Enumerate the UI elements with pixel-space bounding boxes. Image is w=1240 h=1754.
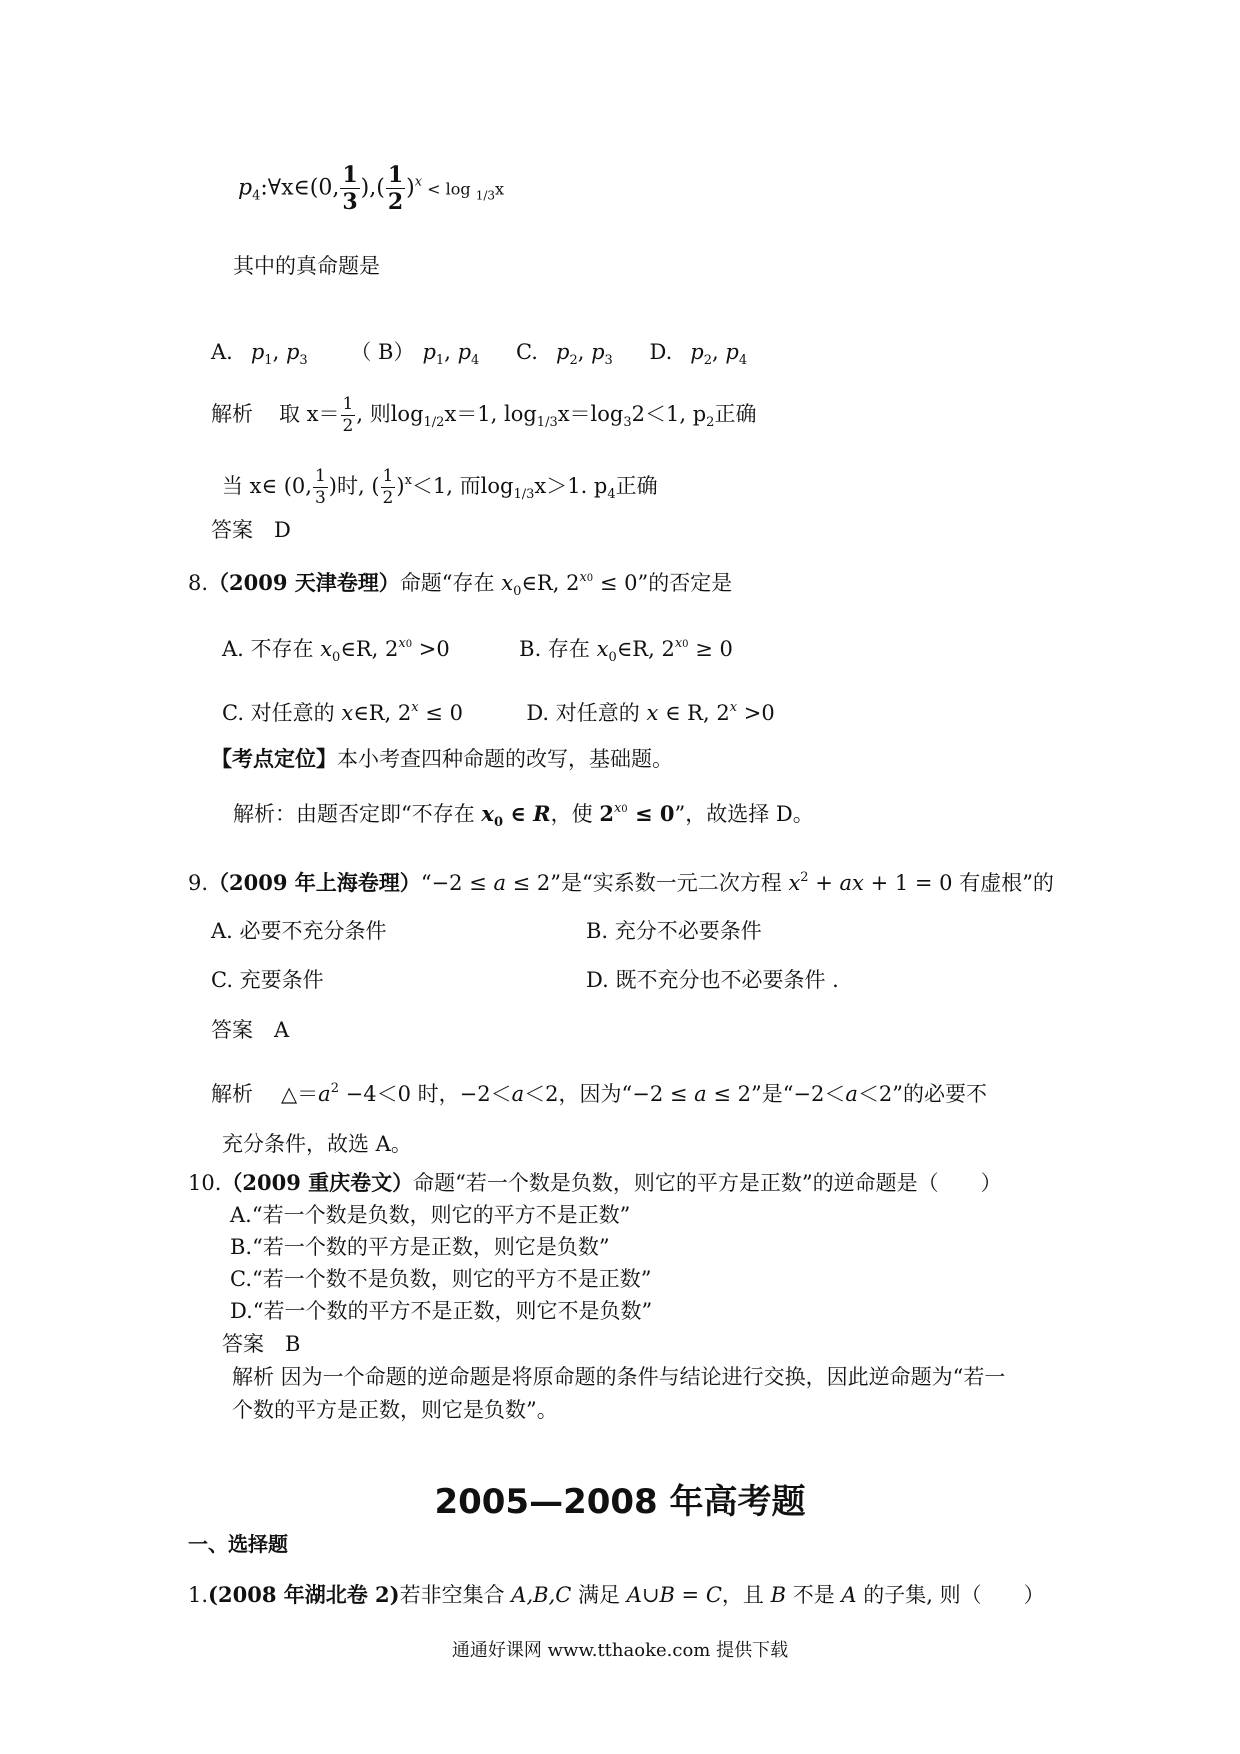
section-title: 2005—2008 年高考题 — [434, 1482, 806, 1522]
p4-compare: < log — [422, 179, 476, 199]
p-symbol: p — [238, 175, 253, 201]
q8-knowledge-point: 【考点定位】本小考查四种命题的改写，基础题。 — [211, 746, 673, 771]
q10-option-c: C.“若一个数不是负数，则它的平方不是正数” — [230, 1267, 652, 1291]
q7-option-a-label: A. — [211, 340, 233, 364]
p4-log-base: 1/3 — [475, 188, 496, 203]
q7-option-d-label: D. — [649, 340, 673, 364]
q8-option-d: D. 对任意的 x ∈ R, $2^x >0$ — [526, 700, 775, 725]
fraction-one-half: $\frac{1}{2}$ — [382, 466, 394, 508]
q7-option-b-label: （ B） — [350, 340, 415, 364]
q9-answer: 答案 A — [211, 1018, 290, 1042]
q10-option-b: B.“若一个数的平方是正数，则它是负数” — [230, 1235, 610, 1259]
fraction-one-half: $\frac{1}{2}$ — [342, 394, 354, 436]
q7-options: A. $p_1$, $p_3$ （ B） $p_1$, $p_4$ C. $p_2$, $p_3$ D. $p_2$, $p_4$ — [211, 340, 748, 368]
q8-stem: 8.（2009 天津卷理）命题“存在 $x_0\in R$, $2^{x0} \le 0$”的否定是 — [188, 570, 733, 599]
q8-source: （2009 天津卷理） — [208, 570, 400, 595]
q9-option-d: D. 既不充分也不必要条件 . — [586, 968, 839, 992]
p4-prefix: :∀x∈(0, — [260, 175, 340, 201]
q7-stem: 其中的真命题是 — [233, 254, 380, 278]
q10-option-d: D.“若一个数的平方不是正数，则它不是负数” — [230, 1299, 653, 1323]
q10-option-a: A.“若一个数是负数，则它的平方不是正数” — [230, 1203, 631, 1227]
q10-solution-line2: 个数的平方是正数，则它是负数”。 — [232, 1398, 558, 1422]
q10-source: （2009 重庆卷文） — [221, 1170, 414, 1195]
p4-exponent: x — [414, 174, 423, 190]
q7-option-c-label: C. — [515, 340, 538, 364]
q10-answer: 答案 B — [222, 1332, 301, 1356]
q8-option-c: C. 对任意的 x∈R, $2^x \le 0$ — [222, 700, 463, 725]
subsection-heading: 一、选择题 — [188, 1532, 288, 1556]
p4-statement: $p_4:\forall x\in(0$, $\frac{1}{3}$ ),( $\frac{1}{2}$ )$^x$ < log $_{1/3}$x — [238, 162, 505, 215]
page-footer: 通通好课网 www.tthaoke.com 提供下载 — [451, 1640, 789, 1661]
q9-option-a: A. 必要不充分条件 — [211, 919, 387, 943]
q9-source: （2009 年上海卷理） — [208, 870, 421, 895]
p4-mid: ),( — [360, 175, 385, 201]
q9-solution-line2: 充分条件，故选 A。 — [222, 1132, 412, 1156]
q1-stem: 1.(2008 年湖北卷 2)若非空集合 A,B,C 满足 A∪B = C，且 B 不是 A 的子集, 则（ ） — [188, 1582, 1045, 1607]
q7-solution-line2: 当 x∈ (0, $\frac{1}{3}$ )时, ( $\frac{1}{2}$ )$^x$＜1, 而$\log_{1/3}x>1$. $p_4$正确 — [222, 466, 658, 508]
q1-source: (2008 年湖北卷 2) — [208, 1582, 400, 1607]
q10-stem: 10.（2009 重庆卷文）命题“若一个数是负数，则它的平方是正数”的逆命题是（ ） — [188, 1170, 1002, 1195]
q8-options-ab — [222, 630, 733, 672]
q9-option-b: B. 充分不必要条件 — [586, 919, 762, 943]
q8-options-cd — [222, 694, 775, 727]
p4-var: x — [495, 179, 505, 199]
q9-stem: 9.（2009 年上海卷理）“−2 ≤ a ≤ 2”是“实系数一元二次方程 $x^2$ + ax + 1 = 0 有虚根”的 — [188, 870, 1054, 895]
q8-solution: 解析：由题否定即“不存在 $x_0$ ∈ R，使 $2^{x0} \le 0$”，故选择 D。 — [233, 801, 814, 830]
q9-option-c: C. 充要条件 — [211, 968, 324, 992]
q8-option-a: A. 不存在 $x_0\in R$, $2^{x0} >0$ — [222, 636, 450, 665]
fraction-one-half: $\frac{1}{2}$ — [387, 162, 404, 215]
q7-answer: 答案 D — [211, 518, 291, 542]
q10-solution-line1: 解析 因为一个命题的逆命题是将原命题的条件与结论进行交换，因此逆命题为“若一 — [232, 1365, 1006, 1389]
q9-solution-line1: 解析 $\triangle=a^2 -4<0$ 时，−2＜a＜2，因为“−2 ≤ a ≤ 2”是“−2＜a＜2”的必要不 — [211, 1081, 988, 1106]
fraction-one-third: $\frac{1}{3}$ — [342, 162, 358, 215]
q8-option-b: B. 存在 $x_0\in R$, $2^{x0} \ge 0$ — [519, 636, 733, 665]
q7-solution-line1: 解析 取 x＝ $\frac{1}{2}$ , 则$\log_{1/2}x=1$, $\log_{1/3}x=\log_32<1$, $p_2$正确 — [211, 394, 757, 436]
p4-subscript: 4 — [252, 188, 261, 204]
fraction-one-third: $\frac{1}{3}$ — [314, 466, 326, 508]
